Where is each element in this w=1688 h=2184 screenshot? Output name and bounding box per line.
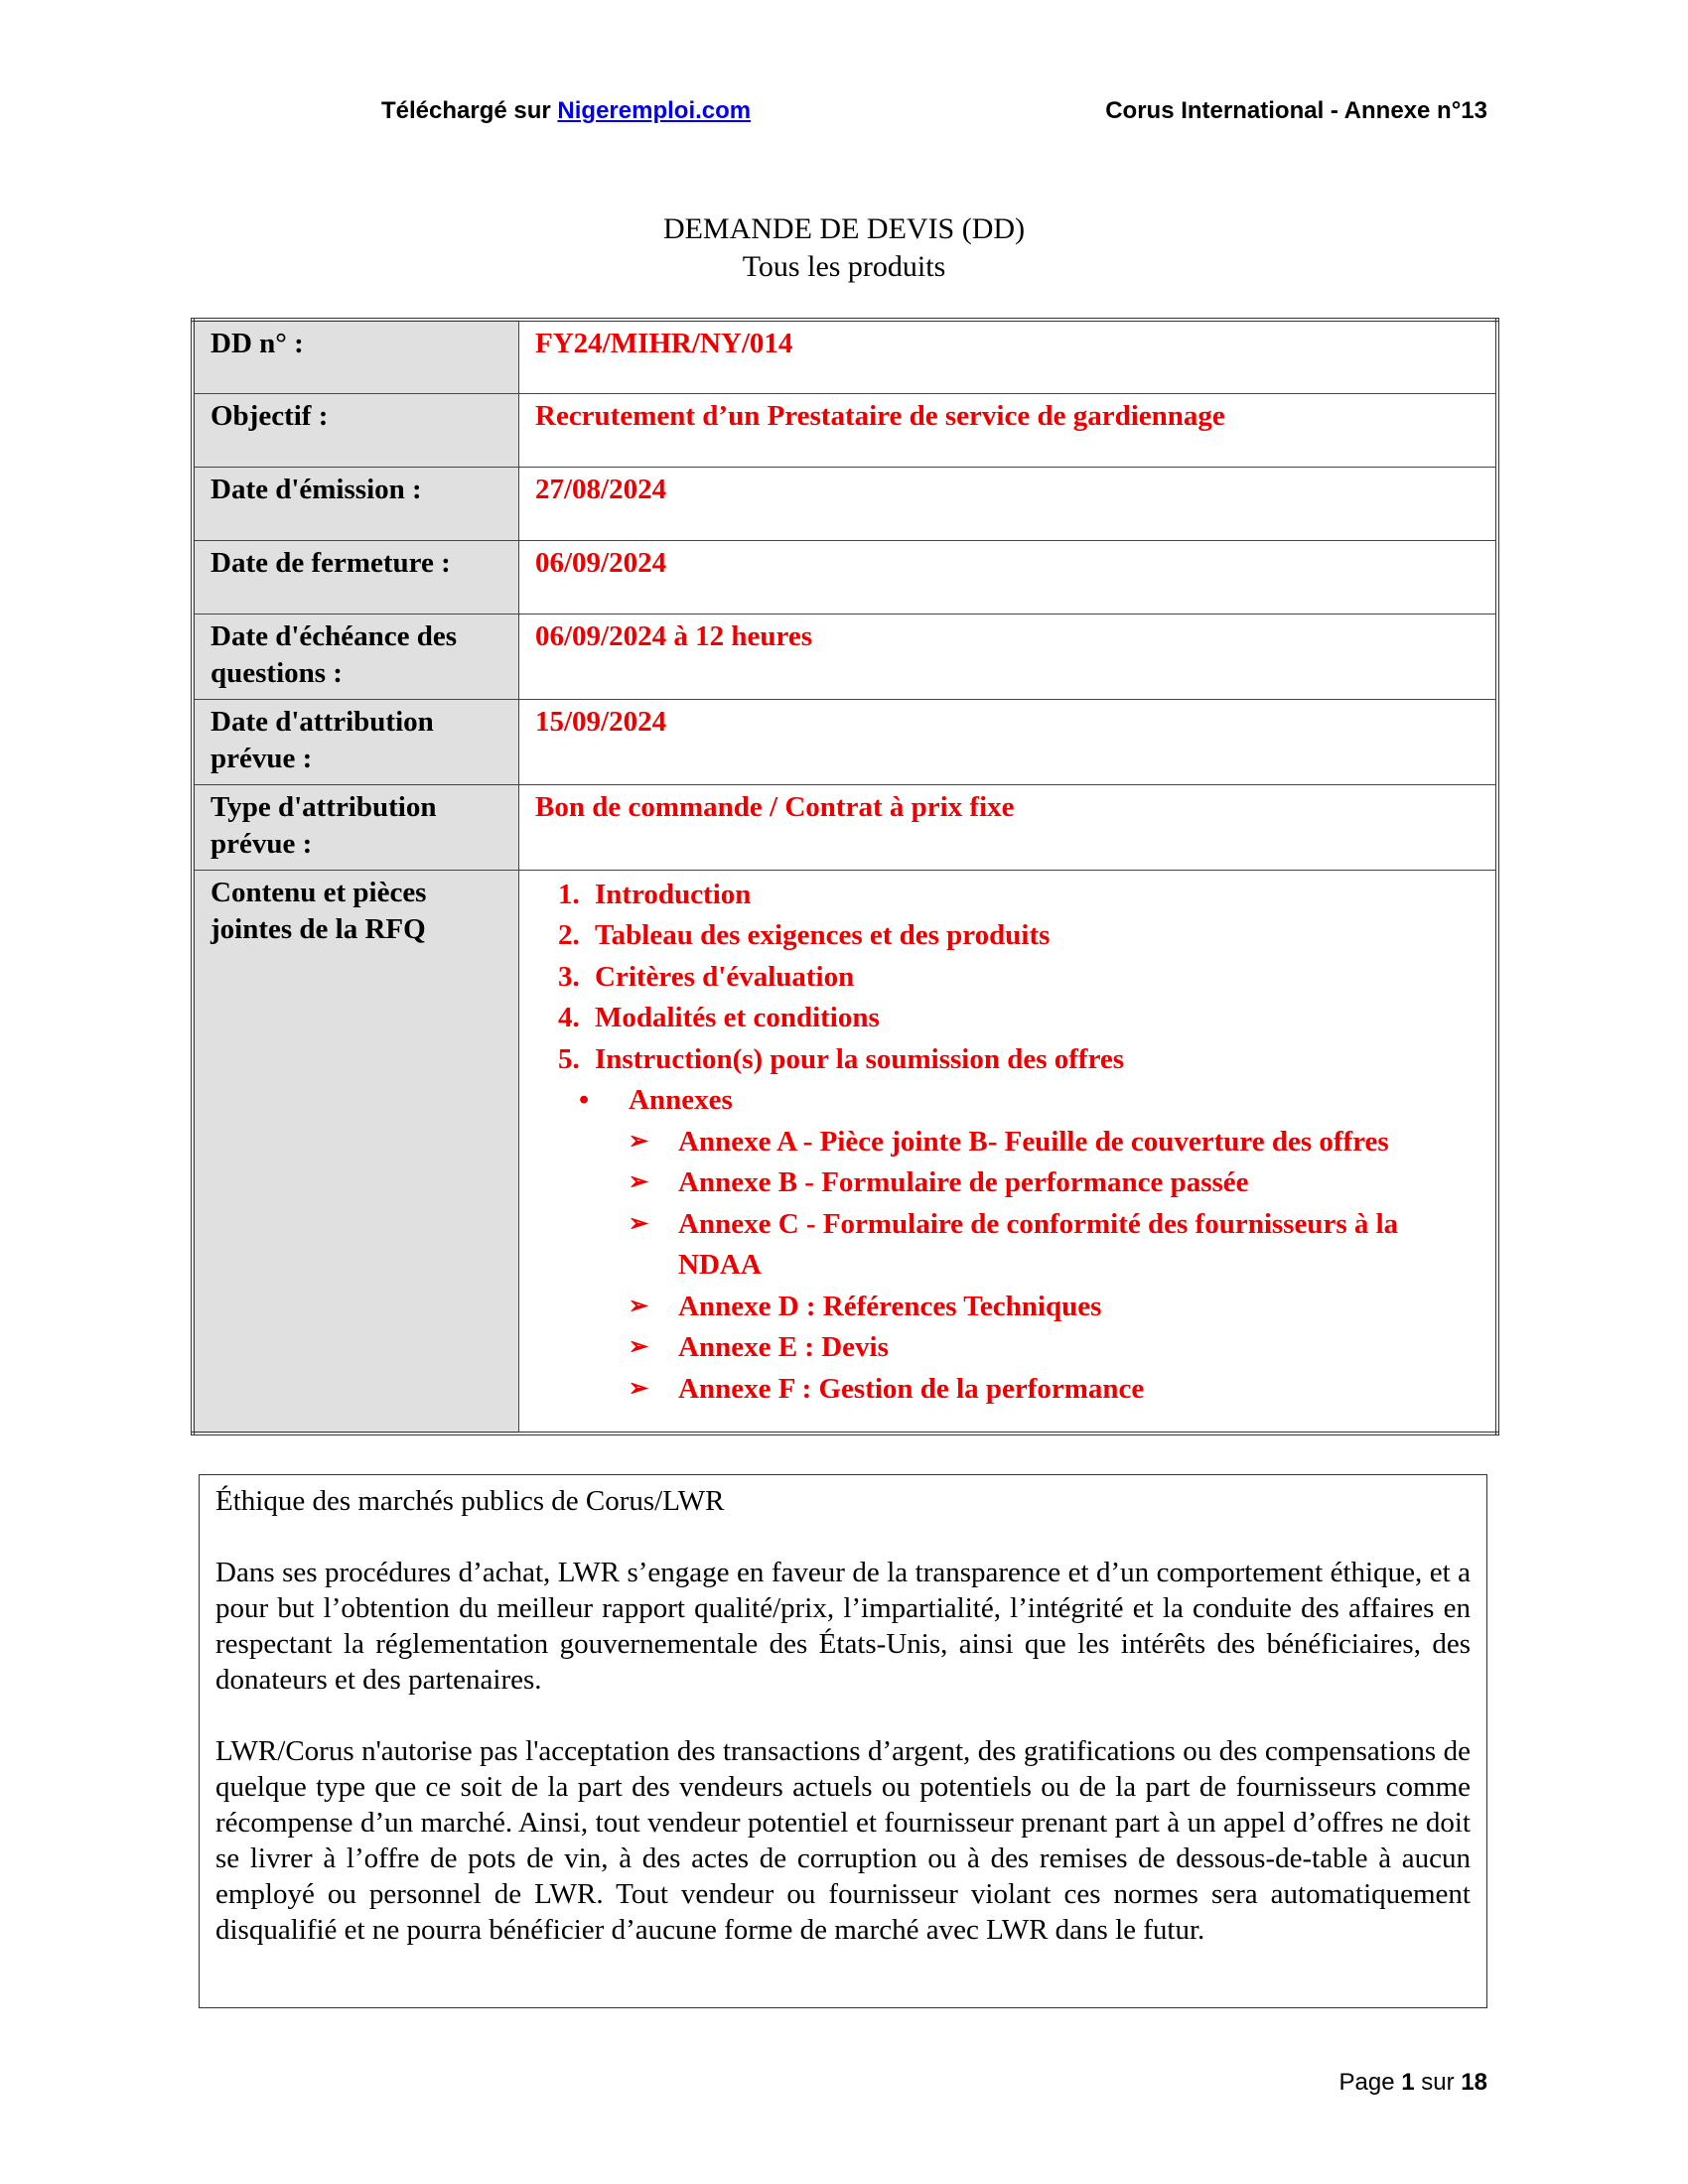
list-item: 4. Modalités et conditions xyxy=(587,998,1479,1039)
row-label: Date d'échéance des questions : xyxy=(193,614,519,699)
row-value: 27/08/2024 xyxy=(519,467,1498,540)
annex-text: Annexe D : Références Techniques xyxy=(678,1290,1102,1322)
table-row xyxy=(193,320,1497,393)
header-right: Corus International - Annexe n°13 xyxy=(1105,97,1487,124)
annex-text: Annexe F : Gestion de la performance xyxy=(678,1372,1145,1405)
row-value: 06/09/2024 xyxy=(519,540,1498,614)
header-prefix: Téléchargé sur xyxy=(381,97,558,124)
ethics-paragraph-1: Dans ses procédures d’achat, LWR s’engage en faveur de la transparence et d’un comportement éthique, et a pour but l’obtention du meilleur rapport qualité/prix, l’impartialité, l’intégrité et la conduite des affaires en respectant la réglementation gouvernementale des États-Unis, ainsi que les intérêts des bénéficiaires, des donateurs et des partenaires. xyxy=(215,1557,1471,1696)
page-word: Page xyxy=(1338,2069,1402,2096)
annex-sublist xyxy=(579,1122,1479,1411)
annex-text: Annexe B - Formulaire de performance passée xyxy=(678,1166,1249,1198)
row-value: 06/09/2024 à 12 heures xyxy=(519,614,1498,699)
arrow-bullet-icon: ➢ xyxy=(629,1293,649,1319)
document-title xyxy=(0,210,1688,286)
annexes-label: Annexes xyxy=(629,1084,733,1116)
annexes-item xyxy=(579,1080,1479,1410)
list-item: 3. Critères d'évaluation xyxy=(587,957,1479,999)
contents-cell xyxy=(519,870,1498,1433)
annex-text: Annexe E : Devis xyxy=(678,1331,889,1363)
ethics-title: Éthique des marchés publics de Corus/LWR xyxy=(215,1485,725,1517)
table-row xyxy=(193,467,1497,540)
row-value: FY24/MIHR/NY/014 xyxy=(519,320,1498,393)
row-value: Recrutement d’un Prestataire de service de gardiennage xyxy=(519,393,1498,467)
annex-item xyxy=(629,1327,1479,1369)
rfq-info-table xyxy=(191,318,1499,1435)
row-value: 15/09/2024 xyxy=(519,699,1498,784)
annexes-list xyxy=(535,1080,1479,1410)
nigeremploi-link[interactable]: Nigeremploi.com xyxy=(557,97,752,124)
bullet-icon: • xyxy=(579,1084,590,1116)
title-line-1: DEMANDE DE DEVIS (DD) xyxy=(662,212,1026,245)
annex-item xyxy=(629,1204,1479,1287)
row-label: Date de fermeture : xyxy=(193,540,519,614)
list-item: 5. Instruction(s) pour la soumission des offres xyxy=(587,1039,1479,1081)
table-row xyxy=(193,784,1497,870)
page-footer xyxy=(1339,2069,1487,2097)
table-row-contents xyxy=(193,870,1497,1433)
ethics-paragraph-2: LWR/Corus n'autorise pas l'acceptation des transactions d’argent, des gratifications ou des compensations de quelque type que ce soit de la part des vendeurs actuels ou potentiels ou de la part de fournisseurs comme récompense d’un marché. Ainsi, tout vendeur potentiel et fournisseur prenant part à un appel d’offres ne doit se livrer à l’offre de pots de vin, à des actes de corruption ou à des remises de dessous-de-table à aucun employé ou personnel de LWR. Tout vendeur ou fournisseur violant ces normes sera automatiquement disqualifié et ne pourra bénéficier d’aucune forme de marché avec LWR dans le futur. xyxy=(215,1735,1471,1946)
table-row xyxy=(193,540,1497,614)
annex-text: Annexe C - Formulaire de conformité des fournisseurs à la NDAA xyxy=(678,1207,1399,1281)
page-number: 1 xyxy=(1401,2069,1415,2096)
of-word: sur xyxy=(1414,2069,1462,2096)
annex-text: Annexe A - Pièce jointe B- Feuille de couverture des offres xyxy=(678,1125,1389,1158)
row-label: Date d'attribution prévue : xyxy=(193,699,519,784)
list-item: 2. Tableau des exigences et des produits xyxy=(587,915,1479,957)
row-label: Date d'émission : xyxy=(193,467,519,540)
row-label: Objectif : xyxy=(193,393,519,467)
annex-item xyxy=(629,1162,1479,1204)
row-label: Type d'attribution prévue : xyxy=(193,784,519,870)
header-left xyxy=(381,97,751,125)
table-row xyxy=(193,393,1497,467)
arrow-bullet-icon: ➢ xyxy=(629,1334,649,1360)
page-total: 18 xyxy=(1461,2069,1487,2096)
title-line-2: Tous les produits xyxy=(742,250,946,283)
table-row xyxy=(193,614,1497,699)
contents-list xyxy=(535,875,1479,1081)
annex-item xyxy=(629,1369,1479,1411)
row-label: DD n° : xyxy=(193,320,519,393)
table-row xyxy=(193,699,1497,784)
contents-label: Contenu et pièces jointes de la RFQ xyxy=(193,870,519,1433)
arrow-bullet-icon: ➢ xyxy=(629,1210,649,1237)
list-item: 1. Introduction xyxy=(587,875,1479,916)
arrow-bullet-icon: ➢ xyxy=(629,1375,649,1402)
annex-item xyxy=(629,1287,1479,1328)
arrow-bullet-icon: ➢ xyxy=(629,1128,649,1155)
ethics-box xyxy=(199,1474,1487,2008)
annex-item xyxy=(629,1122,1479,1163)
arrow-bullet-icon: ➢ xyxy=(629,1169,649,1195)
row-value: Bon de commande / Contrat à prix fixe xyxy=(519,784,1498,870)
